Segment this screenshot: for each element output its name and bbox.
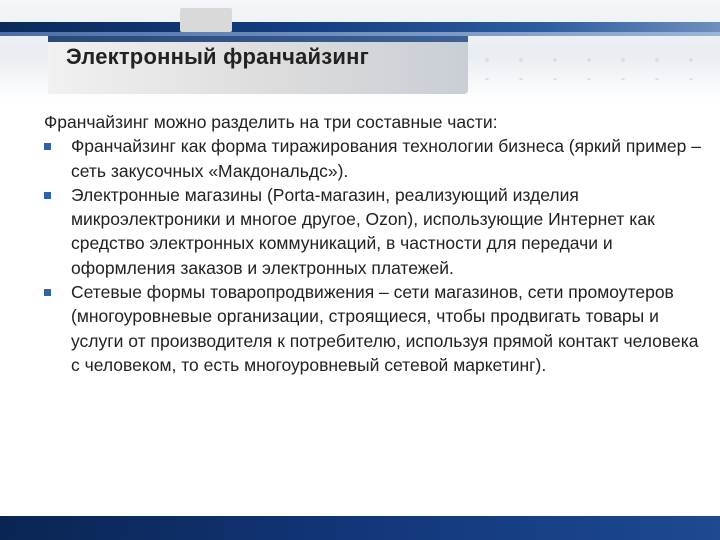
header-stripe xyxy=(0,22,720,36)
list-item xyxy=(44,183,704,280)
square-bullet-icon xyxy=(44,192,51,199)
slide-title: Электронный франчайзинг xyxy=(66,44,369,69)
decorative-dots xyxy=(470,50,710,80)
bullet-text: Электронные магазины (Porta-магазин, реализующий изделия микроэлектроники и многое другое, Ozon), использующие Интернет как средство электронных коммуникаций, в частности для передачи и оформления заказов и электронных платежей. xyxy=(71,184,655,278)
bullet-text: Франчайзинг как форма тиражирования технологии бизнеса (яркий пример – сеть закусочных «Макдональдс»). xyxy=(71,136,701,181)
bullet-list xyxy=(44,134,704,377)
list-item xyxy=(44,280,704,377)
logo-placeholder xyxy=(180,8,232,32)
square-bullet-icon xyxy=(44,289,51,296)
slide-body xyxy=(44,110,704,377)
square-bullet-icon xyxy=(44,143,51,150)
intro-text: Франчайзинг можно разделить на три составные части: xyxy=(44,112,498,132)
list-item xyxy=(44,134,704,183)
bullet-text: Сетевые формы товаропродвижения – сети магазинов, сети промоутеров (многоуровневые организации, строящиеся, чтобы продвигать товары и услуги от производителя к потребителю, используя прямой контакт человека с человеком, то есть многоуровневый сетевой маркетинг). xyxy=(71,282,699,375)
footer-bar xyxy=(0,516,720,540)
